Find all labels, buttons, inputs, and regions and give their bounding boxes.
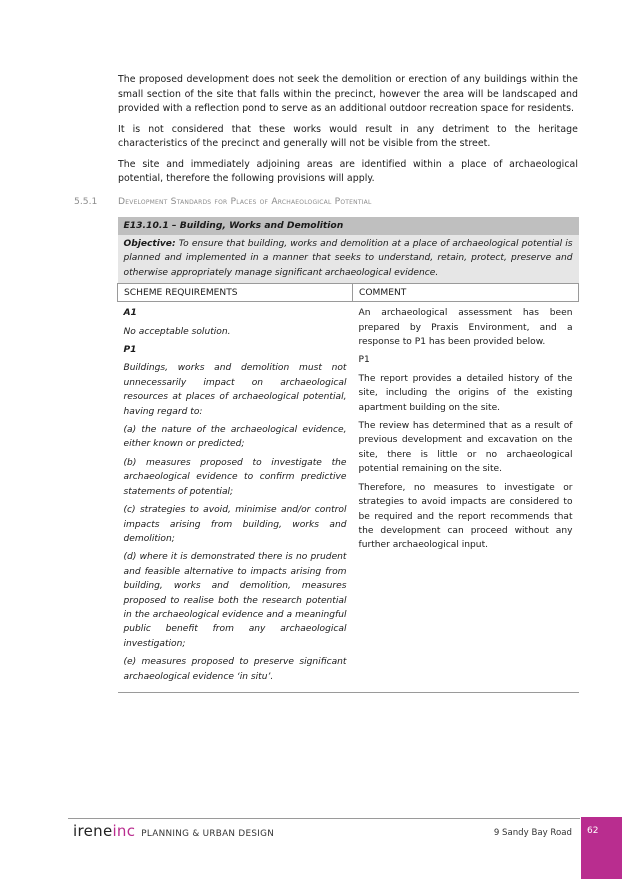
brand-name-part1: irene bbox=[73, 822, 113, 840]
section-title: Development Standards for Places of Archaeological Potential bbox=[118, 196, 372, 207]
comment-cell bbox=[353, 302, 579, 693]
comment-p1-label: P1 bbox=[358, 355, 370, 366]
table-header-row bbox=[118, 284, 579, 302]
intro-text bbox=[118, 73, 578, 193]
requirement-item: (b) measures proposed to investigate the archaeological evidence to confirm predictive statements of potential; bbox=[123, 457, 347, 497]
table-row bbox=[118, 302, 579, 693]
objective-label: Objective: bbox=[123, 239, 176, 249]
page-number-tab bbox=[581, 817, 622, 879]
objective bbox=[118, 235, 579, 284]
a1-text: No acceptable solution. bbox=[123, 326, 231, 337]
intro-paragraph: It is not considered that these works would result in any detriment to the heritage characteristics of the precinct and generally will not be visible from the street. bbox=[118, 123, 578, 149]
p1-text: Buildings, works and demolition must not unnecessarily impact on archaeological resources at places of archaeological potential, having regard to: bbox=[123, 363, 347, 417]
footer-divider bbox=[68, 818, 580, 819]
section-number: 5.5.1 bbox=[74, 196, 98, 207]
comment-paragraph: The review has determined that as a result of previous development and excavation on the site, there is little or no archaeological potential remaining on the site. bbox=[358, 421, 573, 475]
comment-paragraph: An archaeological assessment has been prepared by Praxis Environment, and a response to P1 has been provided below. bbox=[358, 308, 573, 348]
intro-paragraph: The proposed development does not seek the demolition or erection of any buildings within the small section of the site that falls within the precinct, however the area will be landscaped and provided with a reflection pond to serve as an additional outdoor recreation space for residents. bbox=[118, 74, 578, 114]
intro-paragraph: The site and immediately adjoining areas are identified within a place of archaeological potential, therefore the following provisions will apply. bbox=[118, 158, 578, 184]
a1-label: A1 bbox=[123, 308, 137, 319]
footer-address: 9 Sandy Bay Road bbox=[493, 828, 572, 838]
requirement-item: (d) where it is demonstrated there is no prudent and feasible alternative to impacts arising from building, works and demolition, measures proposed to realise both the research potential in the archaeological evidence and a meaningful public benefit from any archaeological investigation; bbox=[123, 552, 347, 649]
table-title: E13.10.1 – Building, Works and Demolition bbox=[118, 217, 579, 235]
p1-label: P1 bbox=[123, 345, 137, 356]
col-header-requirements: SCHEME REQUIREMENTS bbox=[118, 284, 353, 302]
requirement-item: (e) measures proposed to preserve significant archaeological evidence ‘in situ’. bbox=[123, 657, 347, 682]
comment-paragraph: The report provides a detailed history of the site, including the origins of the existing apartment building on the site. bbox=[358, 373, 573, 413]
brand-tagline: PLANNING & URBAN DESIGN bbox=[141, 829, 275, 839]
page-number: 62 bbox=[587, 826, 599, 836]
standards-table bbox=[117, 217, 579, 693]
requirements-cell bbox=[118, 302, 353, 693]
requirement-item: (c) strategies to avoid, minimise and/or control impacts arising from building, works and demolition; bbox=[123, 505, 347, 544]
table-title-row bbox=[118, 217, 579, 235]
comment-paragraph: Therefore, no measures to investigate or strategies to avoid impacts are considered to be required and the report recommends that the development can proceed without any further archaeological input. bbox=[358, 482, 573, 551]
section-heading bbox=[74, 196, 372, 207]
brand-name-part2: inc bbox=[112, 822, 136, 840]
objective-text: To ensure that building, works and demolition at a place of archaeological potential is planned and implemented in a manner that seeks to understand, retain, protect, preserve and otherwise appropriately manage significant archaeological evidence. bbox=[123, 239, 573, 278]
objective-row bbox=[118, 235, 579, 284]
col-header-comment: COMMENT bbox=[353, 284, 579, 302]
brand-logo bbox=[73, 822, 274, 840]
requirement-item: (a) the nature of the archaeological evidence, either known or predicted; bbox=[123, 425, 347, 450]
